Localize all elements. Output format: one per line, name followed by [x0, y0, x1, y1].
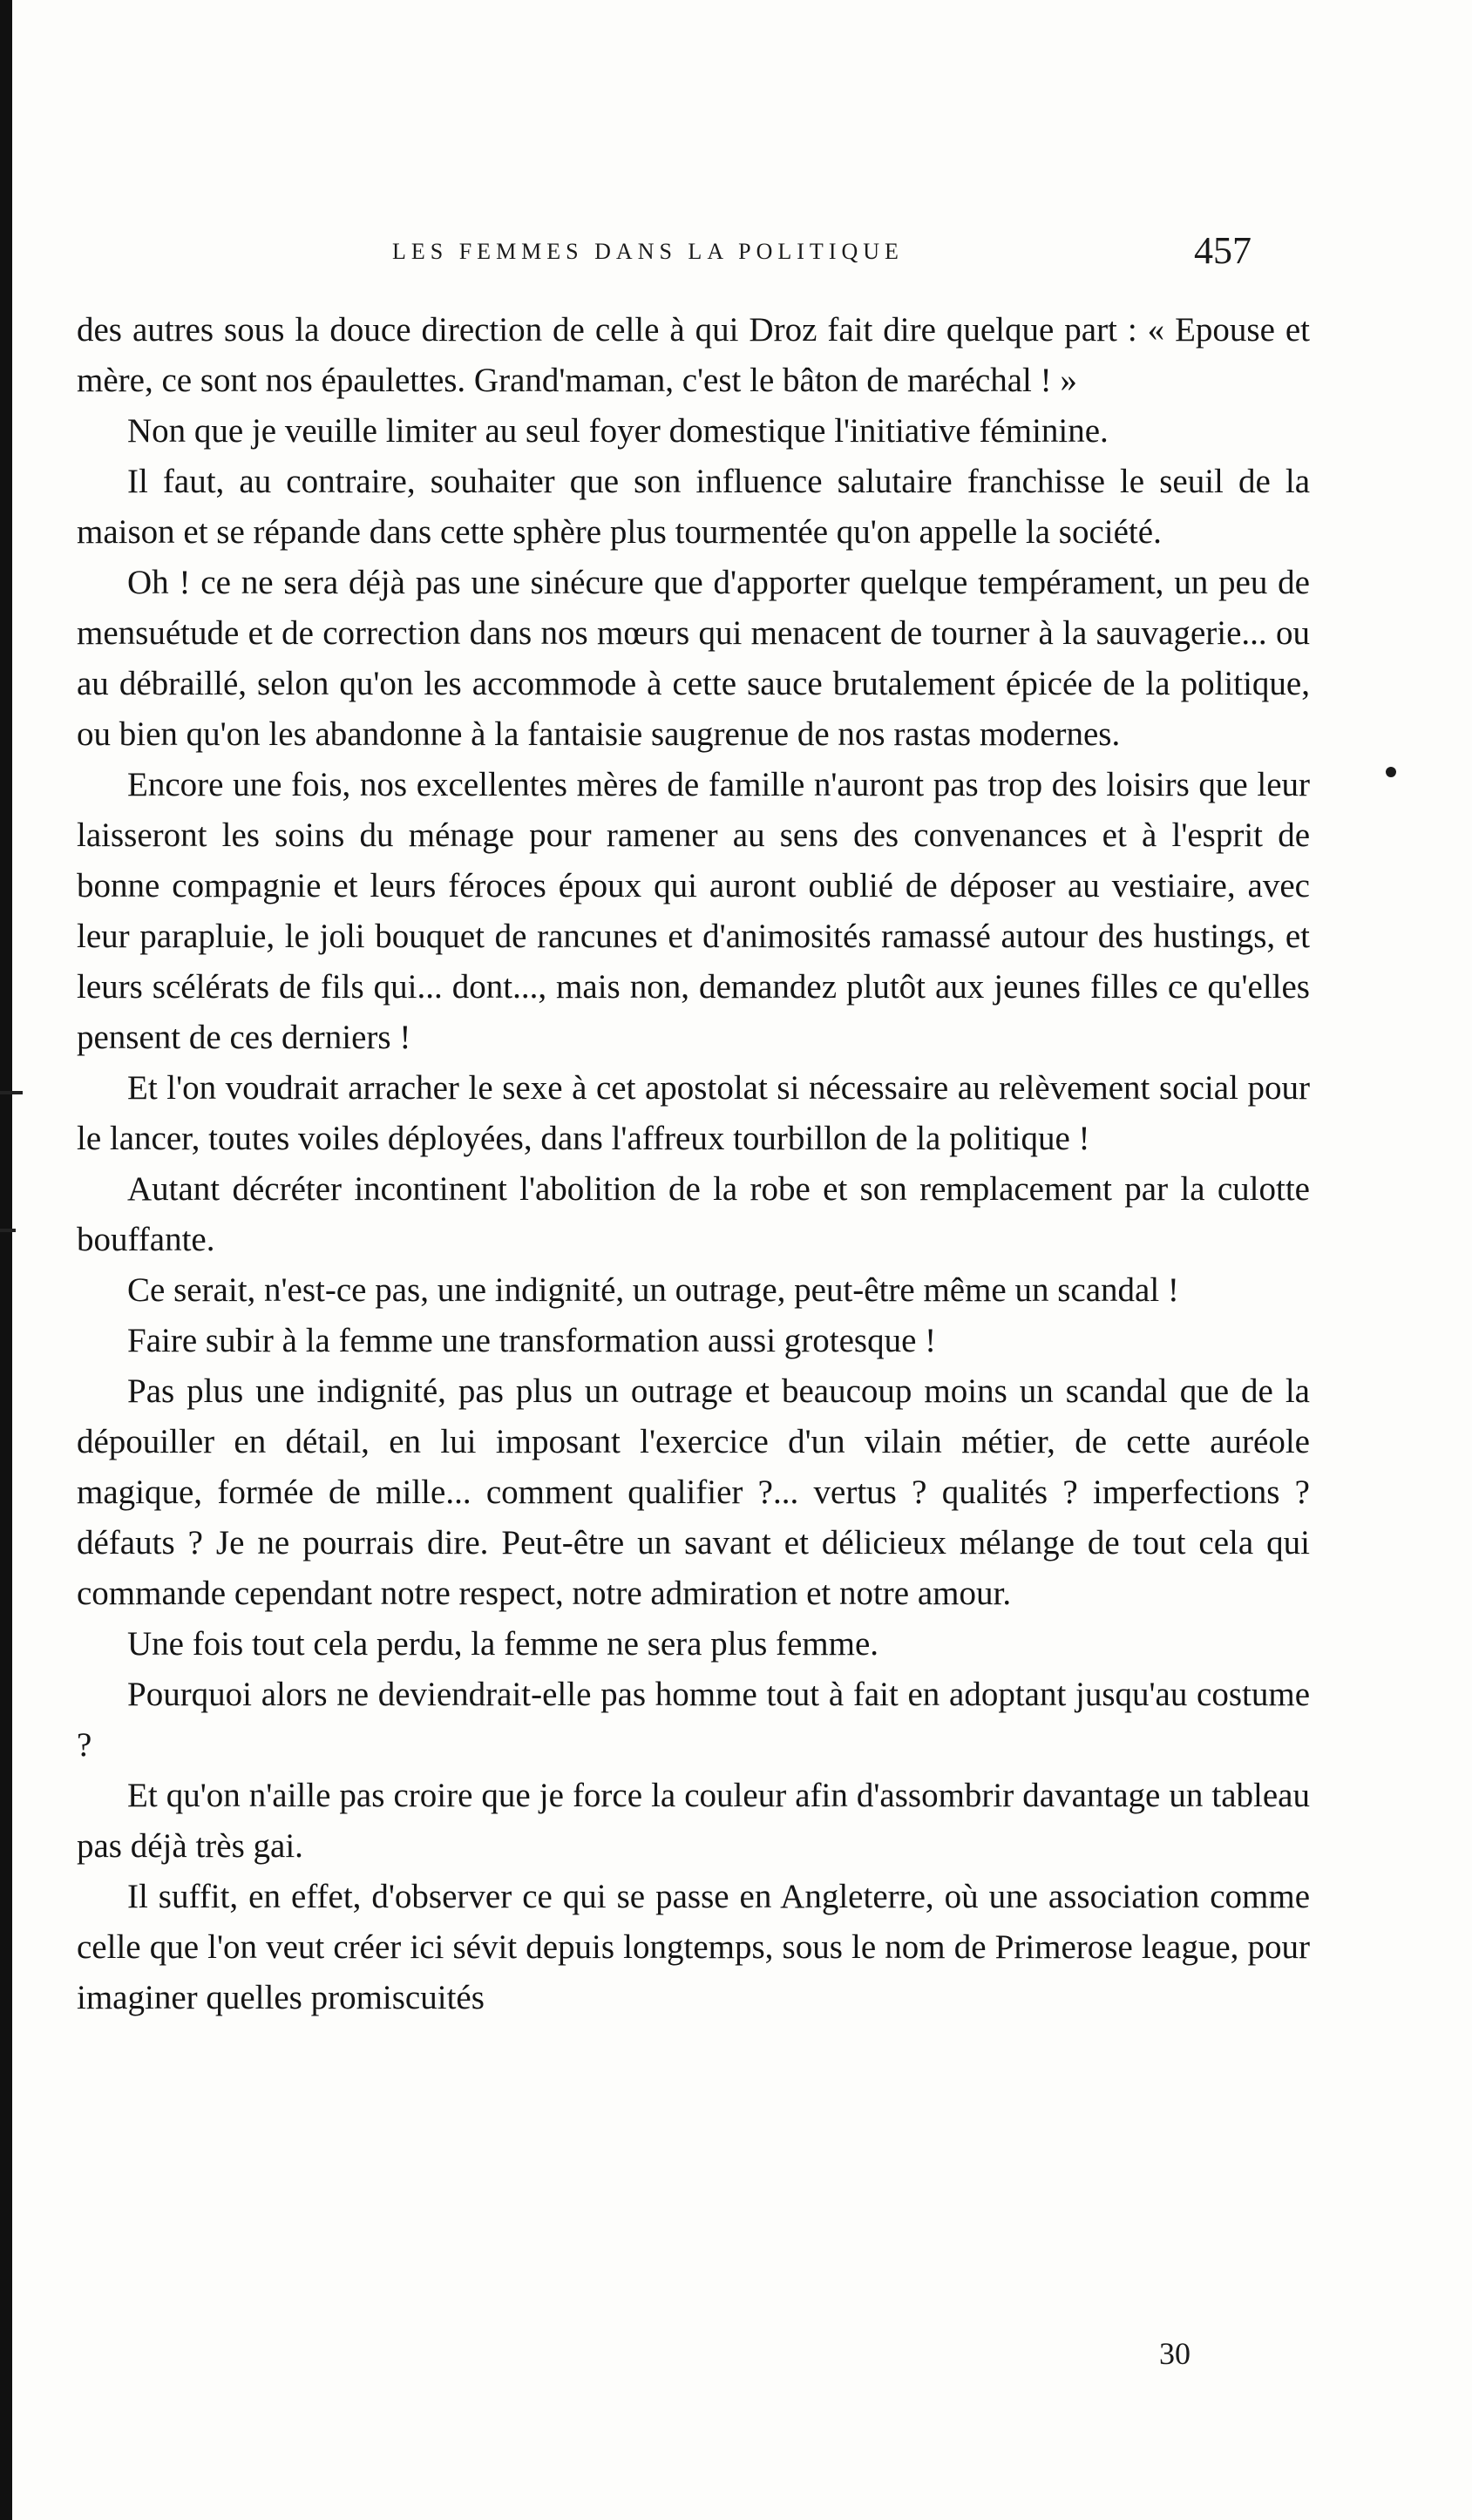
margin-tick [0, 1091, 23, 1094]
paragraph: Et qu'on n'aille pas croire que je force la couleur afin d'assombrir davantage un tableau pas déjà très gai. [77, 1777, 1310, 1865]
paragraph: Une fois tout cela perdu, la femme ne sera plus femme. [127, 1625, 879, 1663]
paragraph: Oh ! ce ne sera déjà pas une sinécure que d'apporter quelque tempérament, un peu de mensuétude et de correction dans nos mœurs qui menacent de tourner à la sauvagerie... ou au débraillé, selon qu'on les accommode à cette sauce brutalement épicée de la politique, ou bien qu'on les abandonne à la fantaisie saugrenue de nos rastas modernes. [77, 564, 1310, 753]
paragraph: des autres sous la douce direction de celle à qui Droz fait dire quelque part : « Epouse et mère, ce sont nos épaulettes. Grand'maman, c'est le bâton de maréchal ! » [77, 311, 1310, 399]
paragraph: Encore une fois, nos excellentes mères de famille n'auront pas trop des loisirs que leur laisseront les soins du ménage pour ramener au sens des convenances et à l'esprit de bonne compagnie et leurs féroces époux qui auront oublié de déposer au vestiaire, avec leur parapluie, le joli bouquet de rancunes et d'animosités ramassé autour des hustings, et leurs scélérats de fils qui... dont..., mais non, demandez plutôt aux jeunes filles ce qu'elles pensent de ces derniers ! [77, 766, 1310, 1056]
paragraph: Et l'on voudrait arracher le sexe à cet apostolat si nécessaire au relèvement social pour le lancer, toutes voiles déployées, dans l'affreux tourbillon de la politique ! [77, 1069, 1310, 1157]
paragraph: Pas plus une indignité, pas plus un outrage et beaucoup moins un scandal que de la dépouiller en détail, en lui imposant l'exercice d'un vilain métier, de cette auréole magique, formée de mille... comment qualifier ?... vertus ? qualités ? imperfections ? défauts ? Je ne pourrais dire. Peut-être un savant et délicieux mélange de tout cela qui commande cependant notre respect, notre admiration et notre amour. [77, 1372, 1310, 1612]
page-number: 457 [1194, 229, 1252, 272]
body-text [77, 305, 1310, 2023]
paragraph: Faire subir à la femme une transformation aussi grotesque ! [127, 1322, 937, 1359]
signature-mark: 30 [1159, 2336, 1190, 2371]
scan-left-edge [0, 0, 12, 2520]
paragraph: Autant décréter incontinent l'abolition de la robe et son remplacement par la culotte bouffante. [77, 1170, 1310, 1258]
page-header [78, 228, 1299, 281]
paragraph: Il suffit, en effet, d'observer ce qui se passe en Angleterre, où une association comme celle que l'on veut créer ici sévit depuis longtemps, sous le nom de Primerose league, pour imaginer quelles promiscuités [77, 1878, 1310, 2016]
paragraph: Il faut, au contraire, souhaiter que son influence salutaire franchisse le seuil de la maison et se répande dans cette sphère plus tourmentée qu'on appelle la société. [77, 463, 1310, 551]
margin-dot [1386, 767, 1396, 777]
running-title: LES FEMMES DANS LA POLITIQUE [392, 239, 904, 264]
paragraph: Non que je veuille limiter au seul foyer domestique l'initiative féminine. [127, 412, 1109, 450]
paragraph: Pourquoi alors ne deviendrait-elle pas homme tout à fait en adoptant jusqu'au costume ? [77, 1676, 1310, 1764]
margin-tick [0, 1229, 16, 1232]
paragraph: Ce serait, n'est-ce pas, une indignité, un outrage, peut-être même un scandal ! [127, 1271, 1179, 1309]
